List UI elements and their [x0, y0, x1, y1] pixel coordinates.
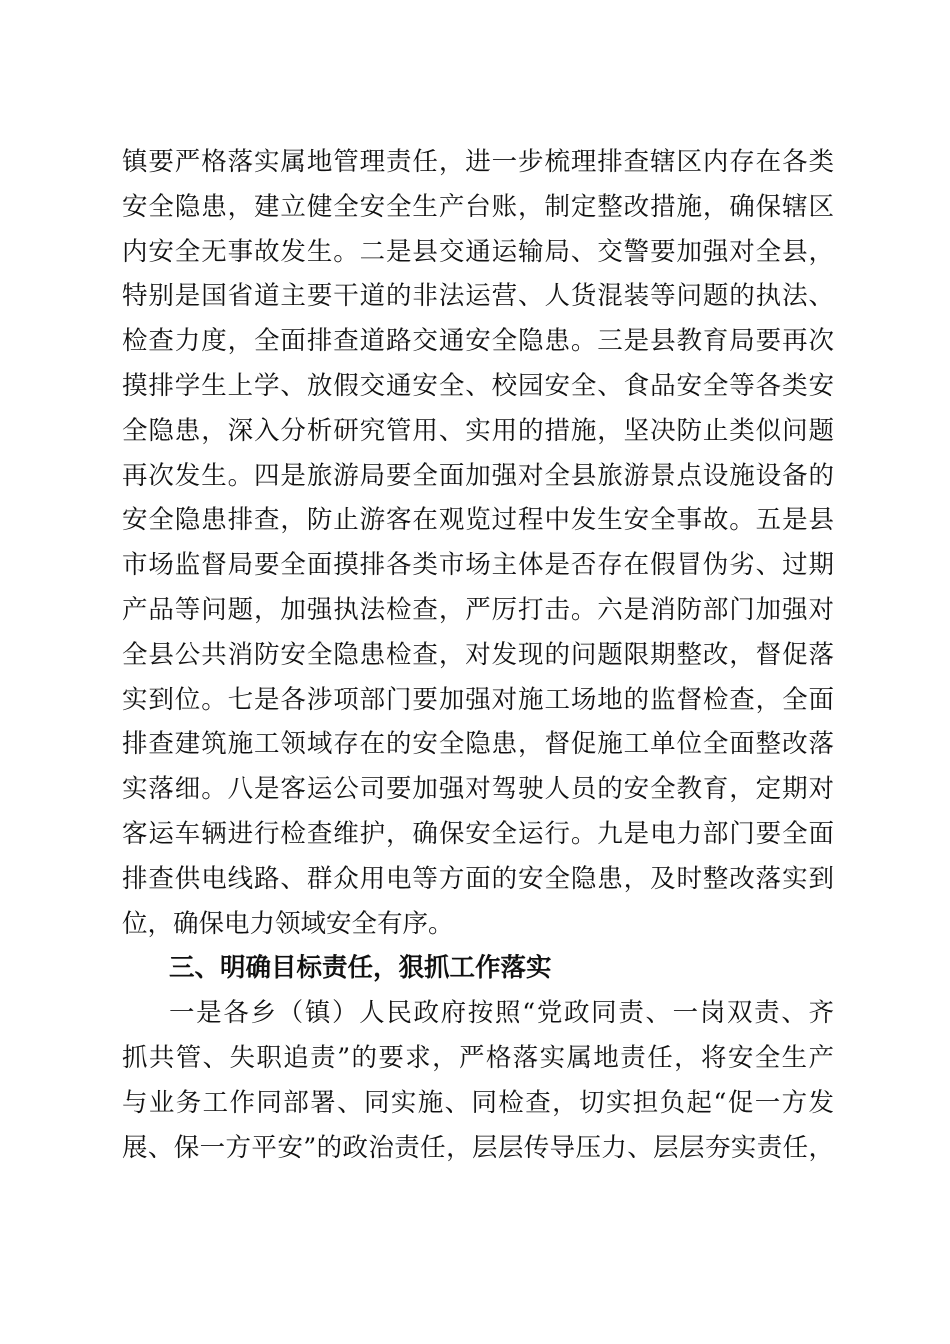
text-line: 排查供电线路、群众用电等方面的安全隐患，及时整改落实到 [122, 863, 834, 894]
text-line: 内安全无事故发生。二是县交通运输局、交警要加强对全县， [122, 236, 834, 267]
text-line: 市场监督局要全面摸排各类市场主体是否存在假冒伪劣、过期 [122, 550, 834, 581]
section-heading: 三、明确目标责任，狠抓工作落实 [169, 953, 552, 984]
text-line: 产品等问题，加强执法检查，严厉打击。六是消防部门加强对 [122, 594, 834, 625]
text-line: 客运车辆进行检查维护，确保安全运行。九是电力部门要全面 [122, 818, 834, 849]
paragraph-target-responsibility [122, 991, 834, 1170]
text-line: 特别是国省道主要干道的非法运营、人货混装等问题的执法、 [122, 281, 834, 312]
text-line: 展、保一方平安”的政治责任，层层传导压力、层层夯实责任， [122, 1132, 834, 1163]
text-line: 摸排学生上学、放假交通安全、校园安全、食品安全等各类安 [122, 370, 834, 401]
text-line: 全隐患，深入分析研究管用、实用的措施，坚决防止类似问题 [122, 415, 834, 446]
text-line: 检查力度，全面排查道路交通安全隐患。三是县教育局要再次 [122, 326, 834, 357]
text-line: 再次发生。四是旅游局要全面加强对全县旅游景点设施设备的 [122, 460, 834, 491]
text-line: 镇要严格落实属地管理责任，进一步梳理排查辖区内存在各类 [122, 147, 834, 177]
text-line: 位，确保电力领域安全有序。 [122, 908, 454, 939]
text-line: 与业务工作同部署、同实施、同检查，切实担负起“促一方发 [122, 1087, 834, 1118]
text-line: 安全隐患，建立健全安全生产台账，制定整改措施，确保辖区 [122, 191, 834, 222]
text-line: 实到位。七是各涉项部门要加强对施工场地的监督检查，全面 [122, 684, 834, 715]
text-line: 一是各乡（镇）人民政府按照“党政同责、一岗双责、齐 [169, 998, 834, 1029]
document-body [122, 140, 834, 1170]
text-line: 抓共管、失职追责”的要求，严格落实属地责任，将安全生产 [122, 1042, 834, 1073]
text-line: 实落细。八是客运公司要加强对驾驶人员的安全教育，定期对 [122, 774, 834, 805]
text-line: 排查建筑施工领域存在的安全隐患，督促施工单位全面整改落 [122, 729, 834, 760]
text-line: 安全隐患排查，防止游客在观览过程中发生安全事故。五是县 [122, 505, 834, 536]
paragraph-safety-measures [122, 140, 834, 946]
text-line: 全县公共消防安全隐患检查，对发现的问题限期整改，督促落 [122, 639, 834, 670]
